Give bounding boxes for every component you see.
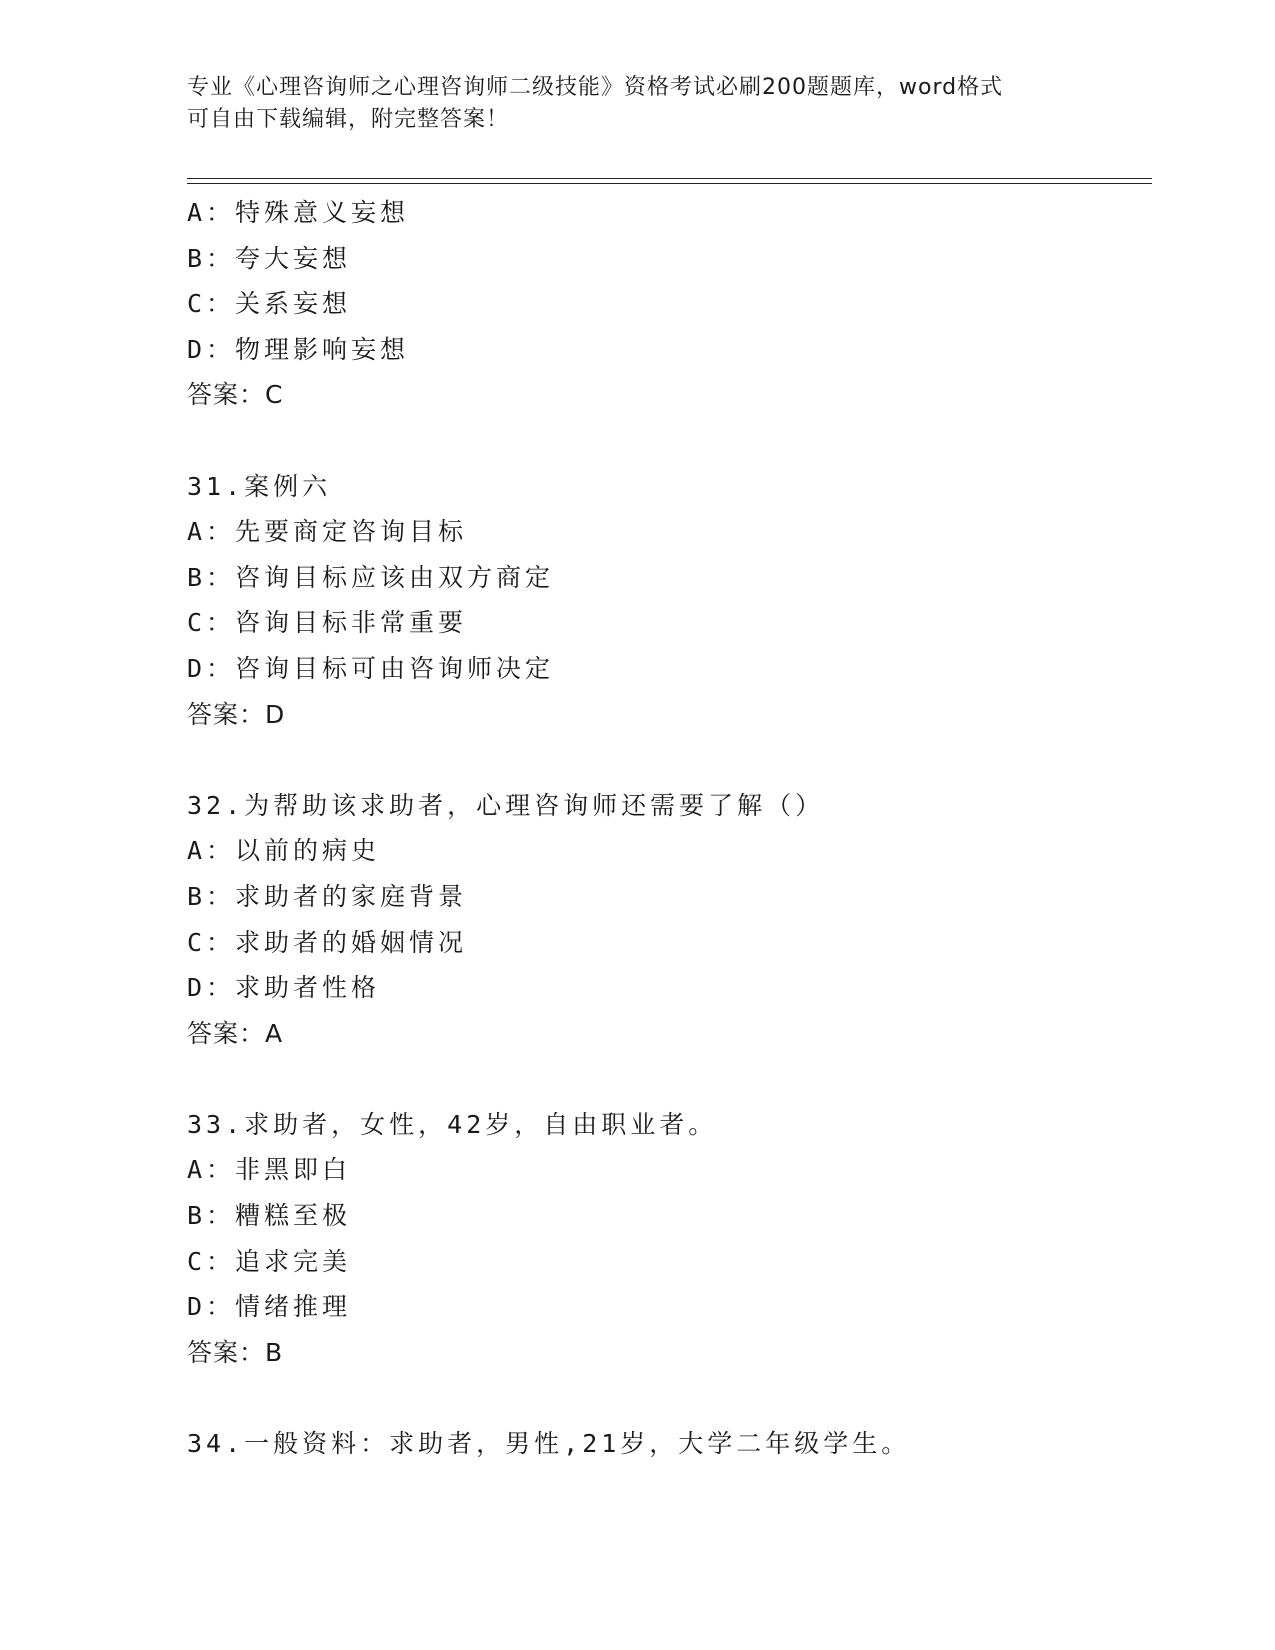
answer-line: 答案：D — [187, 699, 286, 729]
question-stem: 32.为帮助该求助者，心理咨询师还需要了解（） — [187, 790, 825, 820]
header-title-line-1: 专业《心理咨询师之心理咨询师二级技能》资格考试必刷200题题库，word格式 — [187, 75, 1004, 100]
answer-line: 答案：A — [187, 1018, 284, 1048]
answer-line: 答案：C — [187, 380, 284, 410]
option-d: D：物理影响妄想 — [187, 334, 410, 364]
option-b: B：咨询目标应该由双方商定 — [187, 562, 555, 592]
option-b: B：糟糕至极 — [187, 1201, 352, 1231]
header-title-line-2: 可自由下载编辑，附完整答案！ — [187, 107, 510, 132]
answer-line: 答案：B — [187, 1337, 284, 1367]
option-a: A：非黑即白 — [187, 1155, 352, 1185]
option-c: C：求助者的婚姻情况 — [187, 927, 468, 957]
spacer — [187, 1375, 1152, 1421]
question-stem: 33.求助者，女性，42岁，自由职业者。 — [187, 1109, 718, 1139]
question-stem: 31.案例六 — [187, 471, 332, 501]
option-a: A：以前的病史 — [187, 836, 381, 866]
spacer — [187, 418, 1152, 464]
option-b: B：夸大妄想 — [187, 243, 352, 273]
question-stem: 34.一般资料：求助者，男性,21岁，大学二年级学生。 — [187, 1429, 911, 1459]
option-a: A：先要商定咨询目标 — [187, 517, 468, 547]
option-c: C：追求完美 — [187, 1246, 352, 1276]
spacer — [187, 1056, 1152, 1102]
question-list — [187, 190, 1152, 1467]
option-d: D：情绪推理 — [187, 1292, 352, 1322]
option-b: B：求助者的家庭背景 — [187, 881, 468, 911]
option-d: D：求助者性格 — [187, 973, 381, 1003]
option-a: A：特殊意义妄想 — [187, 198, 410, 227]
document-header — [187, 72, 1087, 136]
option-d: D：咨询目标可由咨询师决定 — [187, 653, 555, 683]
spacer — [187, 737, 1152, 783]
header-divider-top — [187, 178, 1152, 179]
header-divider-bottom — [187, 183, 1152, 184]
option-c: C：咨询目标非常重要 — [187, 608, 468, 638]
option-c: C：关系妄想 — [187, 289, 352, 319]
